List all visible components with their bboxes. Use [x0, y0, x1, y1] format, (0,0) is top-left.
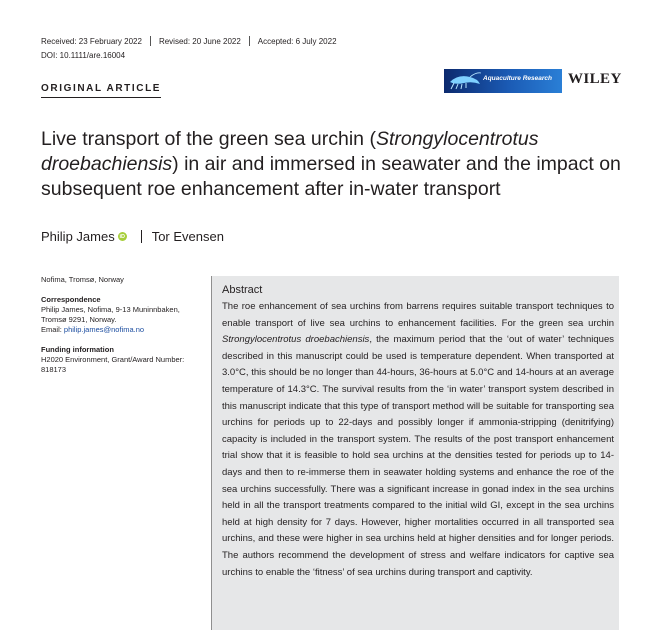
shrimp-icon: [448, 72, 482, 90]
funding-block: [41, 345, 201, 375]
article-title: [41, 127, 641, 202]
journal-logo[interactable]: [444, 69, 562, 93]
email-link[interactable]: philip.james@nofima.no: [63, 325, 145, 334]
abstract-species-name: Strongylocentrotus droebachiensis: [222, 334, 370, 346]
date-separator: [249, 36, 250, 46]
article-info-sidebar: [41, 275, 201, 385]
author-list: [41, 229, 224, 244]
abstract-panel: [211, 276, 619, 630]
accepted-date: Accepted: 6 July 2022: [257, 36, 337, 46]
correspondence-line: Philip James, Nofima, 9-13 Muninnbaken,: [41, 305, 180, 314]
abstract-heading: Abstract: [222, 284, 263, 296]
doi-link[interactable]: DOI: 10.1111/are.16004: [41, 51, 126, 60]
author-name[interactable]: Philip James: [41, 229, 115, 244]
date-separator: [150, 36, 151, 46]
affiliation: Nofima, Tromsø, Norway: [41, 275, 124, 284]
author-name[interactable]: Tor Evensen: [151, 229, 224, 244]
article-dates: [41, 36, 337, 46]
journal-name: Aquaculture Research: [483, 75, 552, 82]
abstract-text: [222, 299, 614, 581]
correspondence-heading: Correspondence: [41, 295, 101, 304]
funding-heading: Funding information: [41, 345, 114, 354]
funding-text: H2020 Environment, Grant/Award Number: 818173: [41, 355, 185, 374]
correspondence-block: [41, 295, 201, 335]
title-species-name: Strongylocentrotus droebachiensis: [41, 128, 539, 175]
email-line: [41, 325, 201, 335]
email-label: Email:: [41, 325, 64, 334]
abstract-text-part2: , the maximum period that the ‘out of water’ techniques described in this manuscript could be used is temperature dependent. When transported at 3.0°C, this should be no longer than 44-hours, 36-hours at 5.0°C and 14-hours at an average temperature of 14.3°C. The survival results from the ‘in water’ transport system described in this manuscript indicate that this type of transport method will be suitable for transporting sea urchins for periods up to 22-days and possibly longer if ammonia-stripping (denitrifying) capacity is included in the transport system. The results of the post transport enhancement trial show that it is feasible to hold sea urchins at the densities tested for periods up to 14-days and then to re-immerse them in seawater holding systems and enhance the roe of the sea urchins successfully. There was a significant increase in gonad index in the sea urchins held in all the transport treatments compared to the initial wild GI, except in the sea urchins held at high density for 7 days. However, higher mortalities occurred in all transported sea urchins, and these were higher in sea urchins held at higher densities and for longer periods. The authors recommend the development of stress and welfare indicators for captive sea urchins to enable the ‘fitness’ of sea urchins during transport and captivity.: [222, 334, 614, 578]
author-separator: [141, 230, 142, 243]
title-text-part1: Live transport of the green sea urchin (: [41, 128, 376, 150]
abstract-text-part1: The roe enhancement of sea urchins from barrens requires suitable transport techniques to enable transport of live sea urchins to enhancement facilities. For the green sea urchin: [222, 301, 614, 329]
article-type-label: ORIGINAL ARTICLE: [41, 83, 161, 98]
revised-date: Revised: 20 June 2022: [158, 36, 241, 46]
title-text-part2: ) in air and immersed in seawater and the impact on subsequent roe enhancement after in-water transport: [41, 153, 621, 200]
received-date: Received: 23 February 2022: [41, 36, 142, 46]
orcid-icon[interactable]: iD: [119, 233, 125, 240]
publisher-logo[interactable]: WILEY: [568, 71, 622, 87]
correspondence-line: Tromsø 9291, Norway.: [41, 315, 117, 324]
